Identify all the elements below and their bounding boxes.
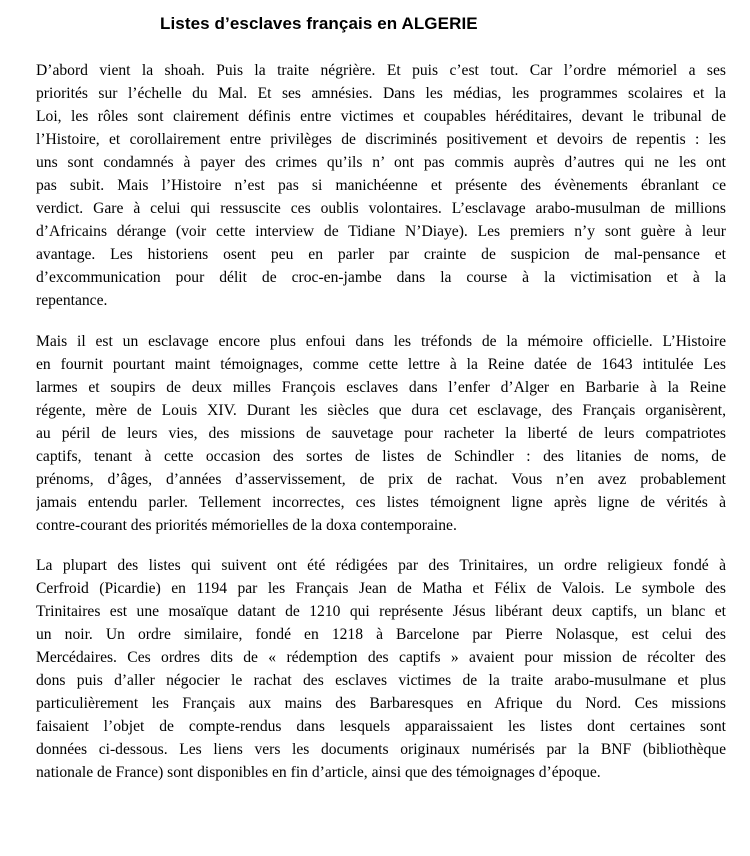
text-line: larmes et soupirs de deux milles François esclaves dans l’enfer d’Alger en Barbarie à la Reine	[36, 379, 726, 396]
text-line: avantage. Les historiens osent peu en parler par crainte de suspicion de mal-pensance et	[36, 246, 726, 263]
text-line: l’Histoire, et corollairement entre privilèges de discriminés positivement et devoirs de repentis : les	[36, 131, 726, 148]
text-line: Trinitaires est une mosaïque datant de 1210 qui représente Jésus libérant deux captifs, un blanc et	[36, 603, 726, 620]
text-line: pas subit. Mais l’Histoire n’est pas si manichéenne et présente des évènements ébranlant ce	[36, 177, 726, 194]
text-line: particulièrement les Français aux mains des Barbaresques en Afrique du Nord. Ces missions	[36, 695, 726, 712]
text-line: Cerfroid (Picardie) en 1194 par les Français Jean de Matha et Félix de Valois. Le symbole des	[36, 580, 726, 597]
text-line: d’excommunication pour délit de croc-en-jambe dans la course à la victimisation et à la	[36, 269, 726, 286]
text-line: D’abord vient la shoah. Puis la traite négrière. Et puis c’est tout. Car l’ordre mémoriel a ses	[36, 62, 726, 79]
text-line: repentance.	[36, 292, 108, 309]
document-title: Listes d’esclaves français en ALGERIE	[160, 14, 478, 33]
paragraph-3	[36, 554, 726, 784]
text-line: La plupart des listes qui suivent ont été rédigées par des Trinitaires, un ordre religieux fondé à	[36, 557, 726, 574]
text-line: faisaient l’objet de compte-rendus dans lesquels apparaissaient les listes dont certaines sont	[36, 718, 726, 735]
text-line: jamais entendu parler. Tellement incorrectes, ces listes témoignent ligne après ligne de vérités à	[36, 494, 726, 511]
text-line: au péril de leurs vies, des missions de sauvetage pour racheter la liberté de leurs compatriotes	[36, 425, 726, 442]
paragraph-1	[36, 59, 726, 312]
text-line: un noir. Un ordre similaire, fondé en 1218 à Barcelone par Pierre Nolasque, est celui des	[36, 626, 726, 643]
text-line: verdict. Gare à celui qui ressuscite ces oublis volontaires. L’esclavage arabo-musulman de millions	[36, 200, 726, 217]
text-line: Mercédaires. Ces ordres dits de « rédemption des captifs » avaient pour mission de récolter des	[36, 649, 726, 666]
text-line: prénoms, d’âges, d’années d’asservissement, de prix de rachat. Vous n’en avez probablement	[36, 471, 726, 488]
text-line: d’Africains dérange (voir cette interview de Tidiane N’Diaye). Les premiers n’y sont guère à leur	[36, 223, 726, 240]
text-line: captifs, tenant à cette occasion des sortes de listes de Schindler : des litanies de noms, de	[36, 448, 726, 465]
text-line: contre-courant des priorités mémorielles de la doxa contemporaine.	[36, 517, 457, 534]
text-line: régente, mère de Louis XIV. Durant les siècles que dura cet esclavage, des Français organisèrent,	[36, 402, 726, 419]
text-line: Loi, les rôles sont clairement définis entre victimes et coupables héréditaires, devant le tribunal de	[36, 108, 726, 125]
text-line: nationale de France) sont disponibles en fin d’article, ainsi que des témoignages d’époque.	[36, 764, 601, 781]
text-line: données ci-dessous. Les liens vers les documents originaux numérisés par la BNF (bibliothèque	[36, 741, 726, 758]
text-line: priorités sur l’échelle du Mal. Et ses amnésies. Dans les médias, les programmes scolaires et la	[36, 85, 726, 102]
text-line: dons puis d’aller négocier le rachat des esclaves victimes de la traite arabo-musulmane et plus	[36, 672, 726, 689]
text-line: uns sont condamnés à payer des crimes qu’ils n’ ont pas commis auprès d’autres qui ne les ont	[36, 154, 726, 171]
paragraph-2	[36, 330, 726, 537]
text-line: en fournit pourtant maint témoignages, comme cette lettre à la Reine datée de 1643 intitulée Les	[36, 356, 726, 373]
text-line: Mais il est un esclavage encore plus enfoui dans les tréfonds de la mémoire officielle. L’Histoire	[36, 333, 726, 350]
